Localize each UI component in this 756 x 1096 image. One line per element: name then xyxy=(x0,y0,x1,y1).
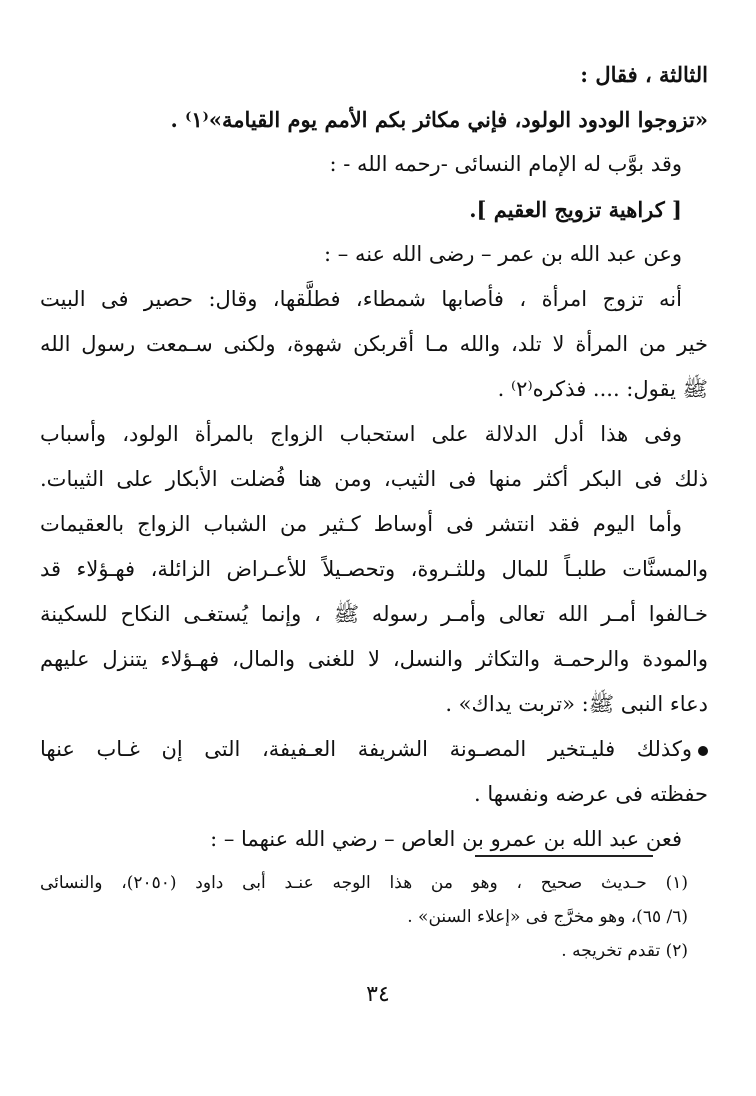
text-line: حفظته فى عرضه ونفسها . xyxy=(474,782,708,806)
bullet-text: وكذلك فليـتخير المصـونة الشريفة العـفيفة، التى إن غـاب عنها xyxy=(40,737,692,761)
text-line: أنه تزوج امرأة ، فأصابها شمطاء، فطلَّقها، وقال: حصير فى البيت xyxy=(40,287,682,311)
footnote-line: (٢) تقدم تخريجه . xyxy=(561,941,688,961)
text-line: ﷺ يقول: .... فذكره⁽٢⁾ . xyxy=(497,377,708,401)
text-line: وعن عبد الله بن عمر – رضى الله عنه – : xyxy=(324,242,682,266)
text-line: خـالفوا أمـر الله تعالى وأمـر رسوله ﷺ ، وإنما يُستغـى النكاح للسكينة xyxy=(40,602,708,626)
text-line: ذلك فى البكر أكثر منها فى الثيب، ومن هنا فُضلت الأبكار على الثيبات. xyxy=(40,467,708,491)
text-line: والمسنَّات طلبـاً للمال وللثـروة، وتحصـيلاً للأعـراض الزائلة، فهـؤلاء قد xyxy=(40,557,708,581)
text-line: وأما اليوم فقد انتشر فى أوساط كـثير من الشباب الزواج بالعقيمات xyxy=(40,512,682,536)
main-text xyxy=(40,52,708,862)
bullet-line xyxy=(40,727,708,772)
footnote-divider xyxy=(475,855,653,857)
footnote-line: (١) حـديث صحيح ، وهو من هذا الوجه عنـد أبى داود (٢٠٥٠)، والنسائى xyxy=(40,873,688,893)
page-number: ٣٤ xyxy=(366,982,390,1007)
footnotes xyxy=(40,866,708,968)
text-line: وفى هذا أدل الدلالة على استحباب الزواج بالمرأة الولود، وأسباب xyxy=(40,422,682,446)
chapter-title-line: [ كراهية تزويج العقيم ]. xyxy=(469,197,682,222)
text-line: الثالثة ، فقال : xyxy=(580,62,708,87)
bullet-icon xyxy=(698,746,708,756)
hadith-quote-line: «تزوجوا الودود الولود، فإني مكاثر بكم الأمم يوم القيامة»⁽١⁾ . xyxy=(170,107,708,132)
text-line: فعن عبد الله بن عمرو بن العاص – رضي الله عنهما – : xyxy=(210,827,682,851)
text-line: والمودة والرحمـة والتكاثر والنسل، لا للغنى والمال، فهـؤلاء يتنزل عليهم xyxy=(40,647,708,671)
footnote-line: (٦/ ٦٥)، وهو مخرَّج فى «إعلاء السنن» . xyxy=(407,907,688,927)
text-line: خير من المرأة لا تلد، والله مـا أقربكن شهوة، ولكنى سـمعت رسول الله xyxy=(40,332,708,356)
text-line: دعاء النبى ﷺ: «تربت يداك» . xyxy=(445,692,708,716)
text-line: وقد بوَّب له الإمام النسائى -رحمه الله - : xyxy=(329,152,682,176)
